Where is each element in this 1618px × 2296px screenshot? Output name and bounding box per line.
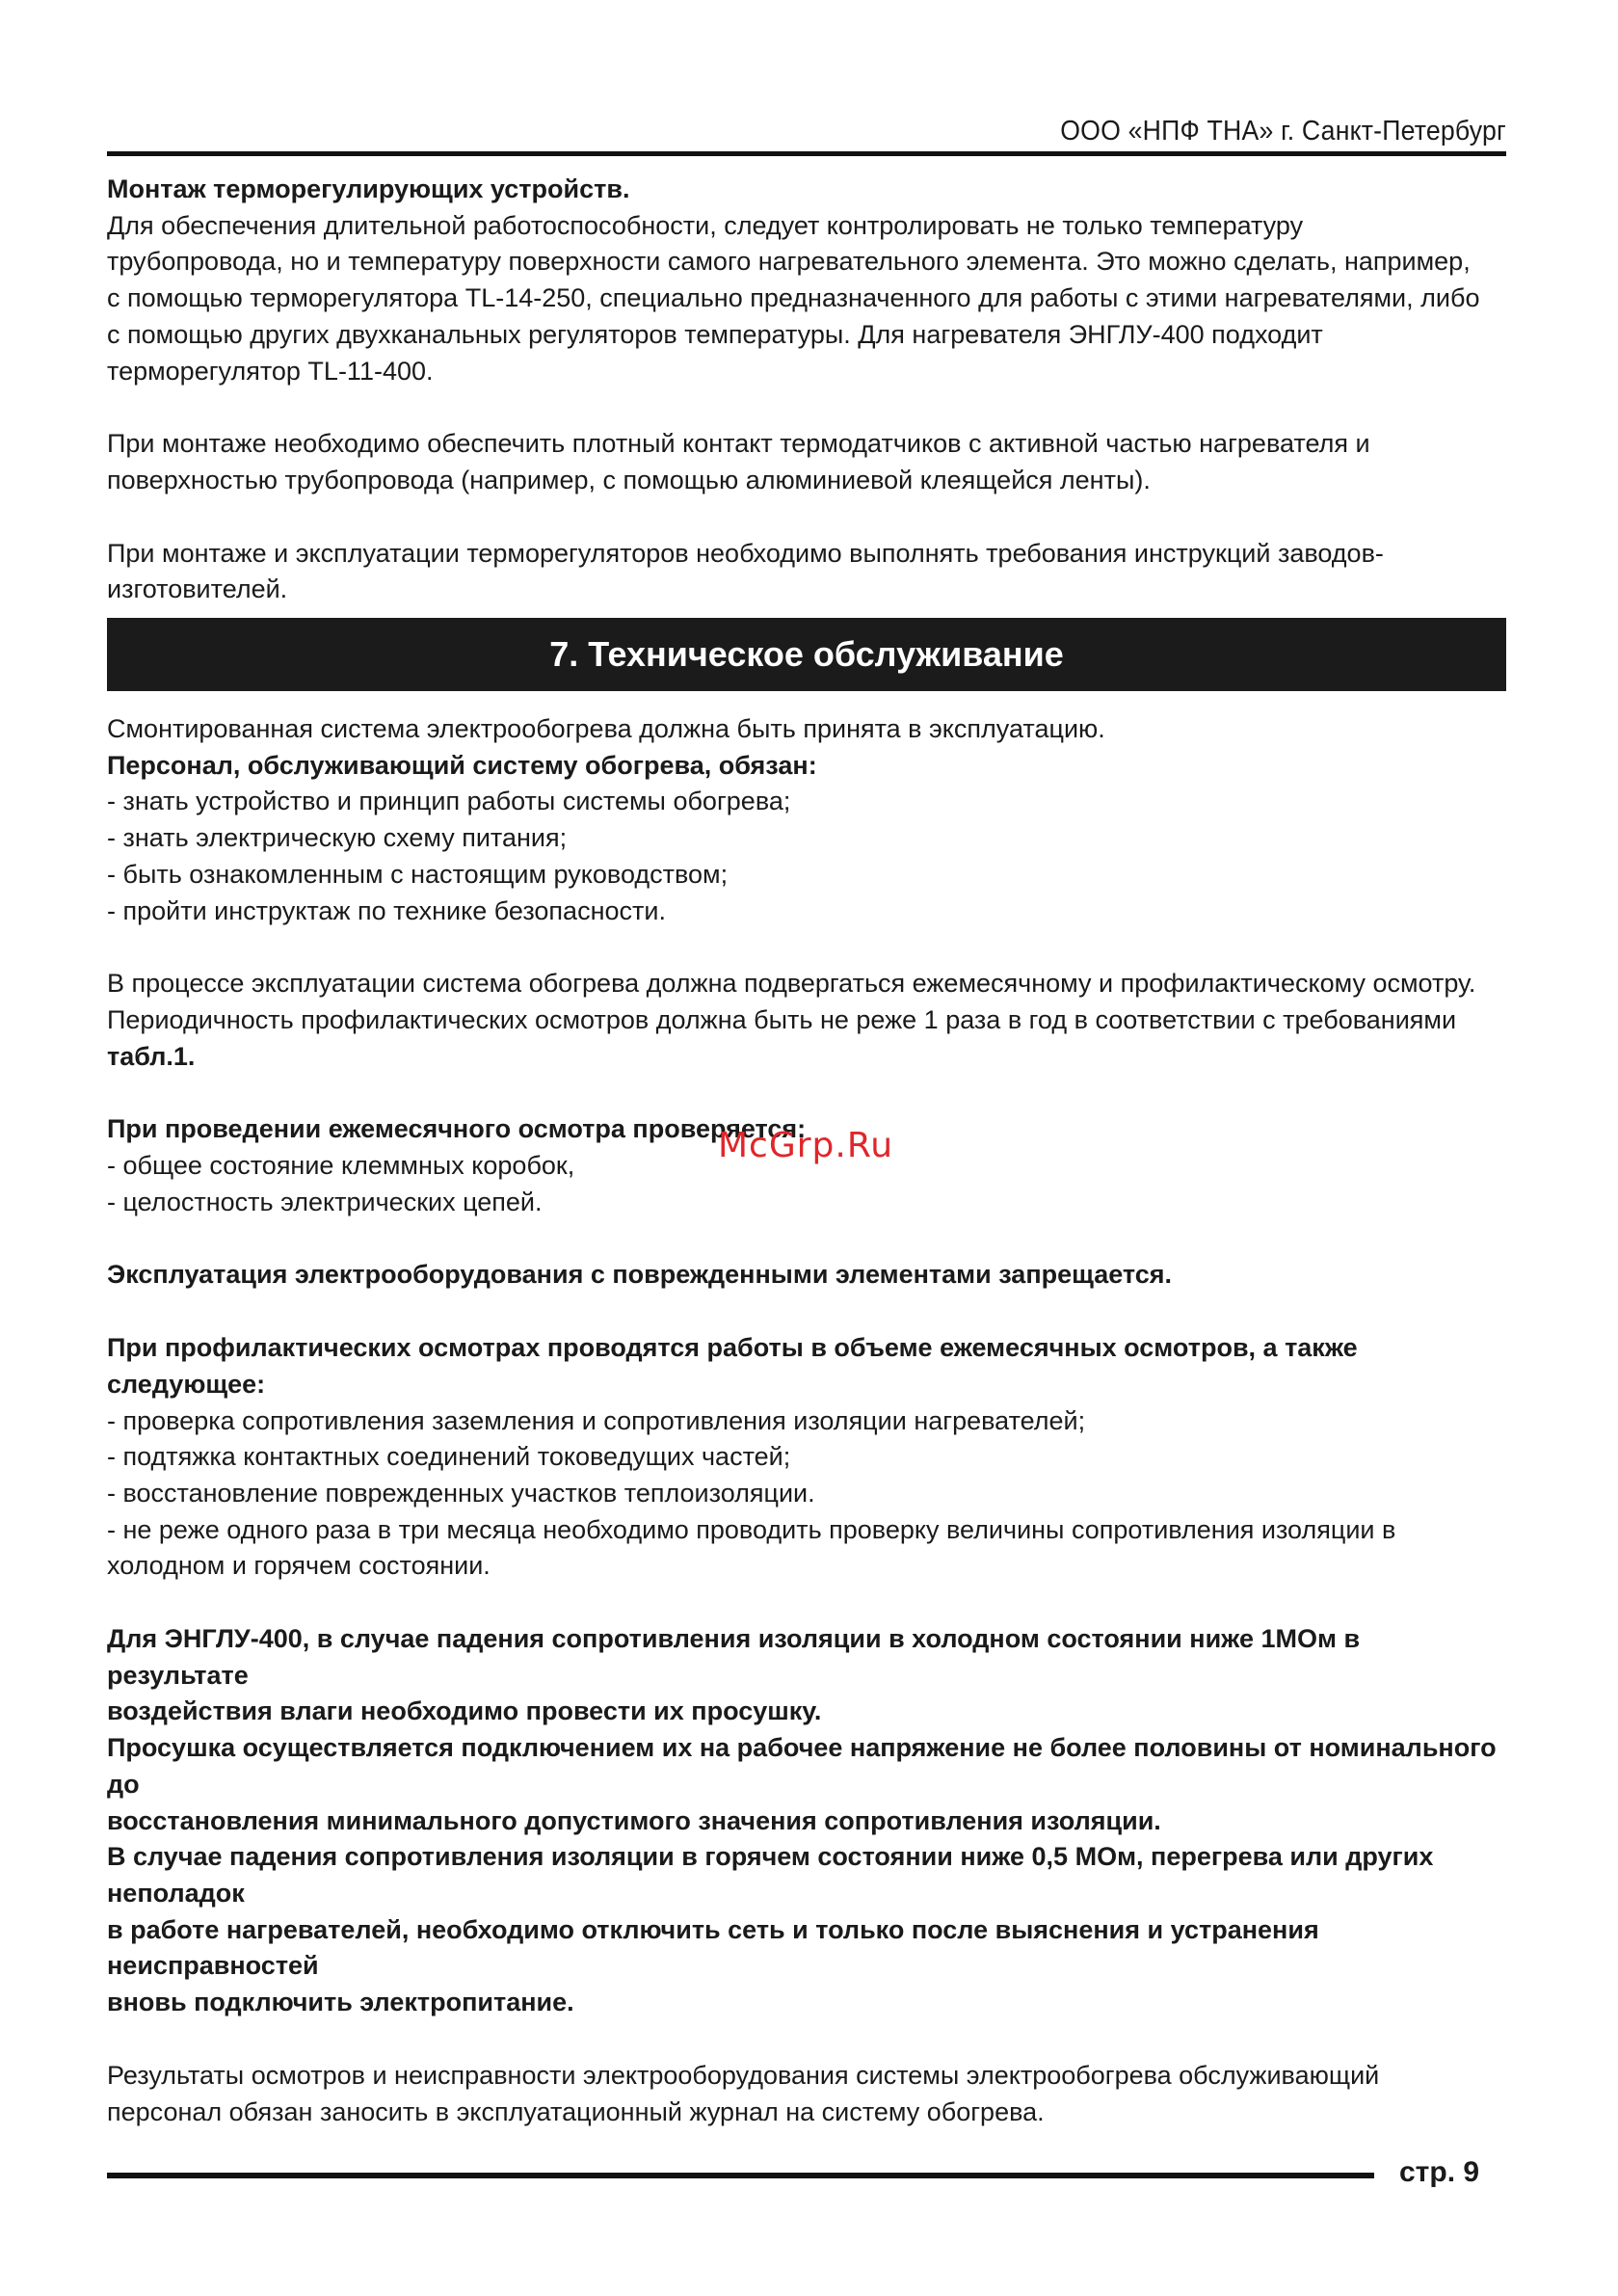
list-item: - проверка сопротивления заземления и сопротивления изоляции нагревателей; — [107, 1405, 1086, 1435]
engl-text: Для ЭНГЛУ-400, в случае падения сопротивления изоляции в холодном состоянии ниже 1МОм в результате — [107, 1624, 1361, 1690]
intro-block — [107, 172, 1506, 608]
engl-text: в работе нагревателей, необходимо отключить сеть и только после выяснения и устранения неисправностей — [107, 1914, 1319, 1981]
watermark: McGrp.Ru — [718, 1126, 894, 1165]
intro-p1-line: с помощью других двухканальных регуляторов температуры. Для нагревателя ЭНГЛУ-400 подходит — [107, 319, 1323, 349]
company-header: ООО «НПФ ТНА» г. Санкт-Петербург — [1060, 116, 1506, 147]
intro-p3-line: При монтаже и эксплуатации терморегуляторов необходимо выполнять требования инструкций заводов- — [107, 538, 1384, 568]
list-item: холодном и горячем состоянии. — [107, 1551, 491, 1581]
results-text: Результаты осмотров и неисправности электрооборудования системы электрообогрева обслуживающий — [107, 2060, 1380, 2090]
maintenance-block — [107, 711, 1506, 2130]
list-item: - знать электрическую схему питания; — [107, 823, 568, 853]
list-item: - знать устройство и принцип работы системы обогрева; — [107, 787, 791, 816]
acceptance-text: Смонтированная система электрообогрева должна быть принята в эксплуатацию. — [107, 714, 1105, 743]
intro-p1-line: с помощью терморегулятора TL-14-250, специально предназначенного для работы с этими нагревателями, либо — [107, 283, 1480, 313]
list-item: - целостность электрических цепей. — [107, 1187, 543, 1216]
list-item: - восстановление поврежденных участков теплоизоляции. — [107, 1478, 815, 1508]
intro-p2-line: При монтаже необходимо обеспечить плотный контакт термодатчиков с активной частью нагревателя и — [107, 429, 1370, 459]
prophylactic-heading: При профилактических осмотрах проводятся работы в объеме ежемесячных осмотров, а также следующее: — [107, 1333, 1358, 1399]
intro-p2-line: поверхностью трубопровода (например, с помощью алюминиевой клеящейся ленты). — [107, 465, 1151, 494]
results-text: персонал обязан заносить в эксплуатационный журнал на систему обогрева. — [107, 2096, 1045, 2126]
intro-p1-line: терморегулятор TL-11-400. — [107, 356, 434, 386]
intro-heading: Монтаж терморегулирующих устройств. — [107, 174, 630, 203]
footer-divider — [107, 2173, 1374, 2178]
page-number: стр. 9 — [1399, 2156, 1480, 2188]
intro-p1-line: трубопровода, но и температуру поверхности самого нагревательного элемента. Это можно сделать, например, — [107, 247, 1471, 277]
section-title: 7. Техническое обслуживание — [549, 634, 1064, 674]
engl-text: воздействия влаги необходимо провести их просушку. — [107, 1696, 822, 1726]
list-item: - подтяжка контактных соединений токоведущих частей; — [107, 1442, 791, 1472]
header-divider — [107, 151, 1506, 156]
list-item: - не реже одного раза в три месяца необходимо проводить проверку величины сопротивления изоляции в — [107, 1514, 1396, 1544]
staff-heading: Персонал, обслуживающий систему обогрева, обязан: — [107, 750, 817, 780]
intro-p3-line: изготовителей. — [107, 574, 288, 604]
inspection-text: Периодичность профилактических осмотров должна быть не реже 1 раза в год в соответствии с требованиями — [107, 1004, 1457, 1034]
list-item: - пройти инструктаж по технике безопасности. — [107, 895, 666, 925]
inspection-text: В процессе эксплуатации система обогрева должна подвергаться ежемесячному и профилактическому осмотру. — [107, 969, 1476, 999]
engl-text: восстановления минимального допустимого значения сопротивления изоляции. — [107, 1805, 1161, 1835]
section-title-bar — [107, 618, 1506, 691]
warning-text: Эксплуатация электрооборудования с поврежденными элементами запрещается. — [107, 1260, 1173, 1290]
engl-text: Просушка осуществляется подключением их на рабочее напряжение не более половины от номинального до — [107, 1733, 1497, 1799]
table-reference: табл.1. — [107, 1041, 196, 1071]
list-item: - быть ознакомленным с настоящим руководством; — [107, 859, 729, 889]
intro-p1-line: Для обеспечения длительной работоспособности, следует контролировать не только температуру — [107, 210, 1304, 240]
monthly-heading: При проведении ежемесячного осмотра проверяется: — [107, 1114, 807, 1144]
engl-text: вновь подключить электропитание. — [107, 1988, 574, 2017]
list-item: - общее состояние клеммных коробок, — [107, 1151, 575, 1181]
engl-text: В случае падения сопротивления изоляции в горячем состоянии ниже 0,5 МОм, перегрева или других неполадок — [107, 1842, 1434, 1908]
